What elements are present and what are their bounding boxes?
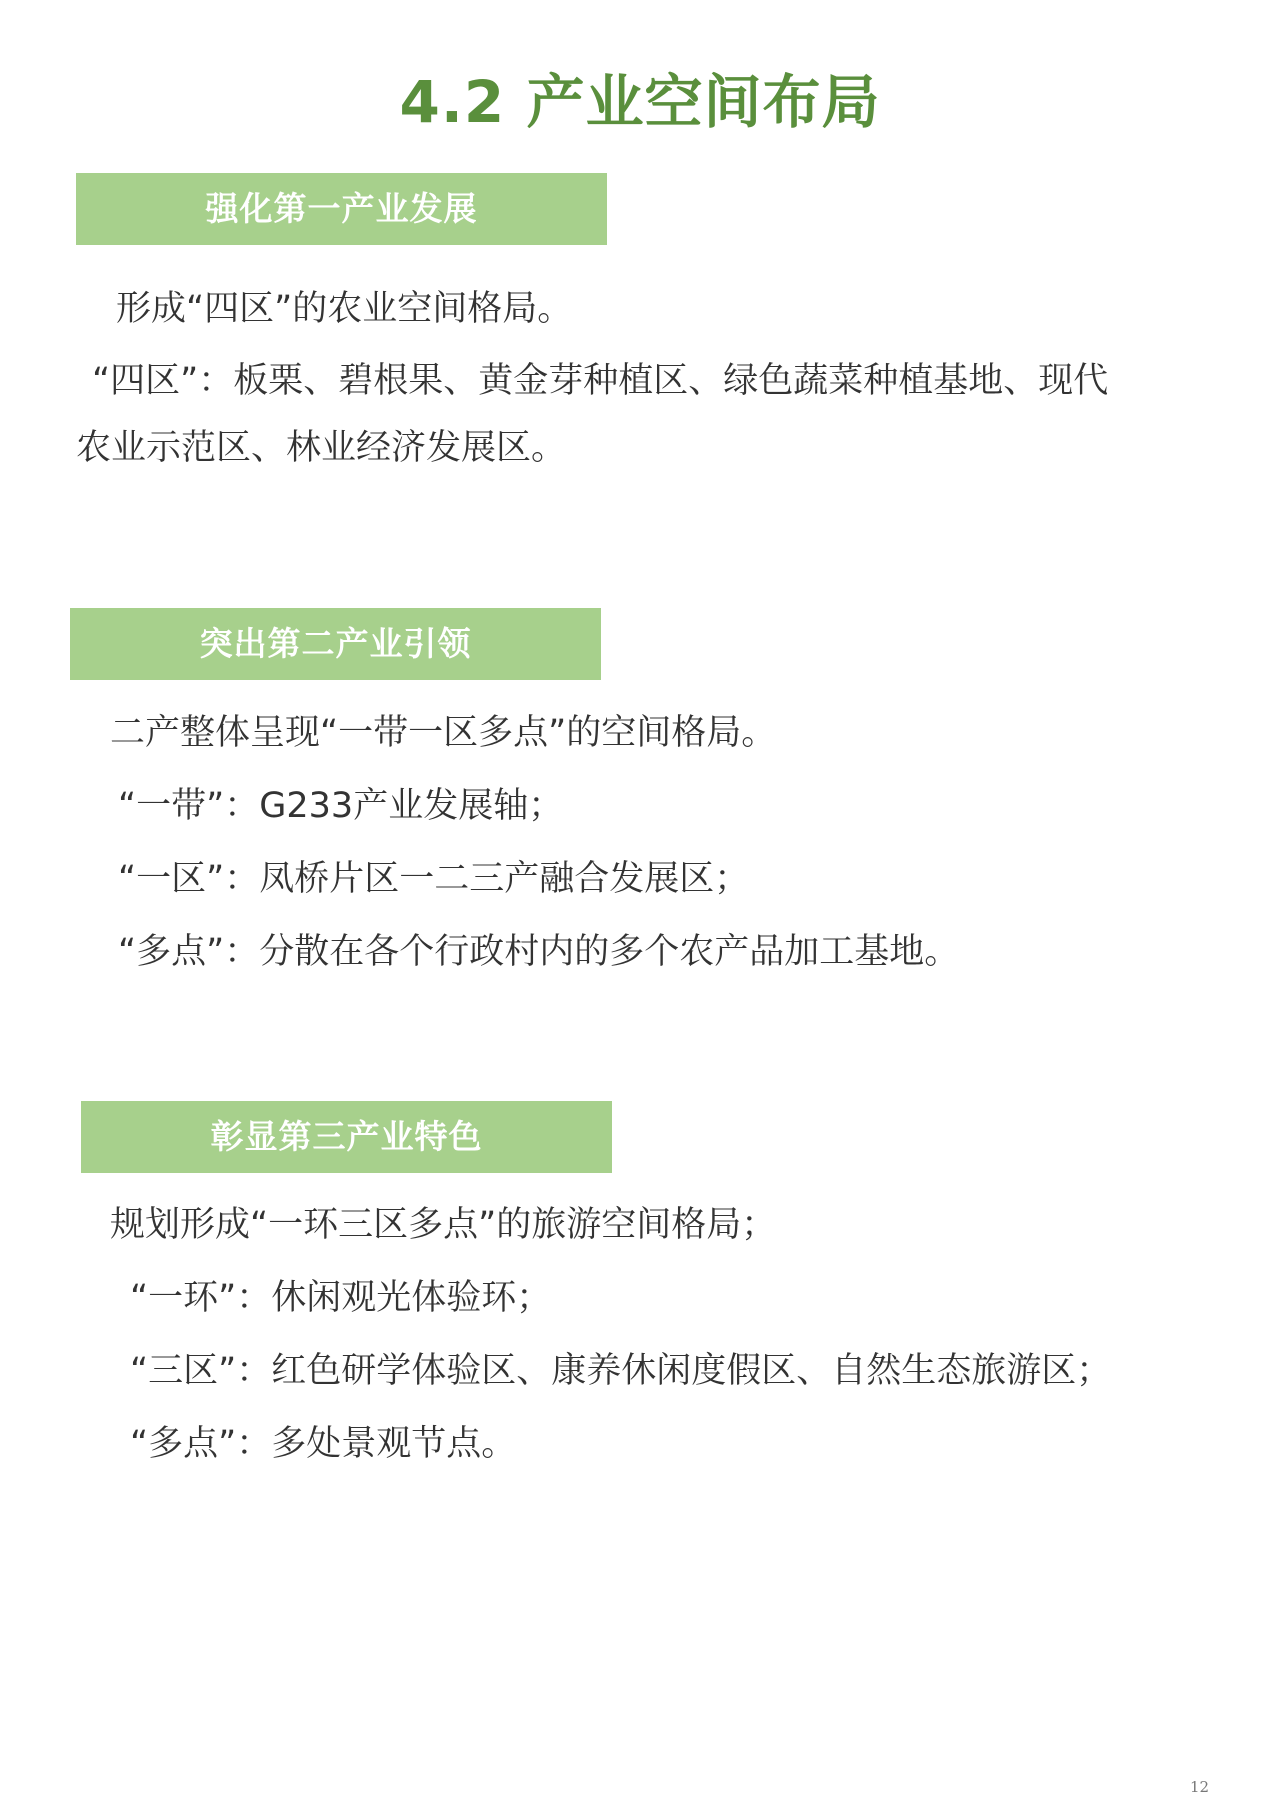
page-number: 12 <box>1190 1778 1210 1796</box>
section-3-line-3: “三区”：红色研学体验区、康养休闲度假区、自然生态旅游区； <box>130 1351 1112 1391</box>
section-header-primary-industry: 强化第一产业发展 <box>76 173 607 245</box>
section-2-line-4: “多点”：分散在各个行政村内的多个农产品加工基地。 <box>118 932 960 972</box>
section-2-line-2: “一带”：G233产业发展轴； <box>118 786 564 826</box>
section-3-line-1: 规划形成“一环三区多点”的旅游空间格局； <box>110 1205 777 1245</box>
section-3-line-4: “多点”：多处景观节点。 <box>130 1424 517 1464</box>
section-header-tertiary-industry: 彰显第三产业特色 <box>81 1101 612 1173</box>
section-1-line-2: “四区”：板栗、碧根果、黄金芽种植区、绿色蔬菜种植基地、现代 <box>92 361 1109 401</box>
section-2-line-3: “一区”：凤桥片区一二三产融合发展区； <box>118 859 750 899</box>
section-3-line-2: “一环”：休闲观光体验环； <box>130 1278 552 1318</box>
section-2-line-1: 二产整体呈现“一带一区多点”的空间格局。 <box>110 713 777 753</box>
page-title: 4.2 产业空间布局 <box>399 68 881 136</box>
section-1-line-3: 农业示范区、林业经济发展区。 <box>76 428 567 468</box>
section-header-secondary-industry: 突出第二产业引领 <box>70 608 601 680</box>
section-1-line-1: 形成“四区”的农业空间格局。 <box>116 289 573 329</box>
